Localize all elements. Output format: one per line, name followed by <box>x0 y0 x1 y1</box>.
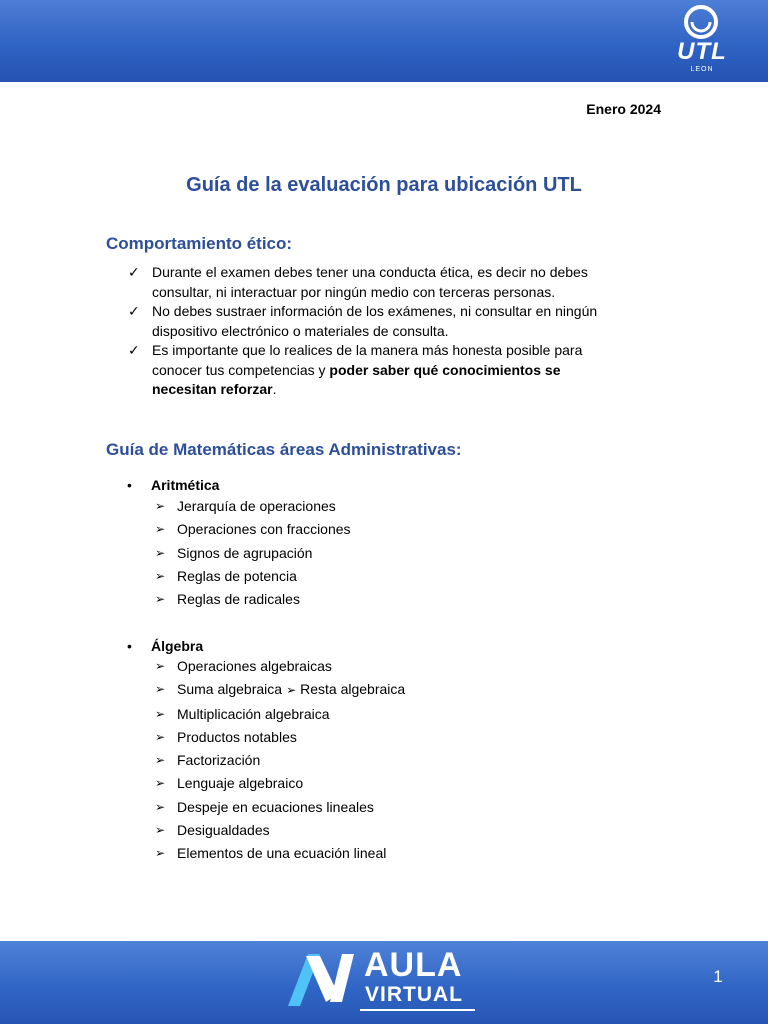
ethics-heading: Comportamiento ético: <box>106 234 293 253</box>
arrow-bullet-icon: ➢ <box>155 776 166 791</box>
topic-item: ➢ Operaciones algebraicas <box>155 655 405 678</box>
topic-item: ➢ Factorización <box>155 749 405 772</box>
topic-item: ➢ Elementos de una ecuación lineal <box>155 842 405 865</box>
virtual-brand-text: VIRTUAL <box>365 983 463 1006</box>
arrow-bullet-icon: ➢ <box>286 683 297 698</box>
document-title: Guía de la evaluación para ubicación UTL <box>186 174 582 196</box>
algebra-topics <box>155 655 405 866</box>
arrow-bullet-icon: ➢ <box>155 499 166 513</box>
ethics-item: ✓ Durante el examen debes tener una conducta ética, es decir no debes consultar, ni interactuar por ningún medio con terceras personas. <box>128 264 588 300</box>
arrow-bullet-icon: ➢ <box>155 846 166 861</box>
section-label: Aritmética <box>151 477 220 493</box>
check-icon: ✓ <box>128 342 140 358</box>
topic-item: ➢ Lenguaje algebraico <box>155 772 405 795</box>
emphasis-text: poder saber qué conocimientos se <box>329 361 561 378</box>
brand-underline <box>360 1009 475 1011</box>
arrow-bullet-icon: ➢ <box>155 823 166 838</box>
ethics-item: ✓ Es importante que lo realices de la manera más honesta posible para conocer tus competencias y poder saber qué conocimientos se necesitan reforzar. <box>128 342 583 397</box>
arrow-bullet-icon: ➢ <box>155 659 166 673</box>
arrow-bullet-icon: ➢ <box>155 799 166 814</box>
arrow-bullet-icon: ➢ <box>155 682 166 697</box>
topic-item: ➢ Reglas de potencia <box>155 565 351 588</box>
ethics-item: ✓ No debes sustraer información de los exámenes, ni consultar en ningún dispositivo electrónico o materiales de consulta. <box>128 303 598 339</box>
bullet-icon: • <box>127 477 132 493</box>
topic-item: ➢ Desigualdades <box>155 819 405 842</box>
utl-logo-subtext: LEON <box>690 66 714 73</box>
utl-logo-text: UTL <box>677 38 727 65</box>
arrow-bullet-icon: ➢ <box>155 568 166 583</box>
ethics-list <box>128 263 648 400</box>
section-label: Álgebra <box>151 638 204 654</box>
section-algebra <box>127 638 203 654</box>
arrow-bullet-icon: ➢ <box>155 706 166 721</box>
arrow-bullet-icon: ➢ <box>155 592 166 607</box>
document-date: Enero 2024 <box>586 101 661 117</box>
topic-item: ➢ Multiplicación algebraica <box>155 703 405 726</box>
section-aritmetica <box>127 477 219 493</box>
arrow-bullet-icon: ➢ <box>155 545 166 560</box>
page-number: 1 <box>713 967 723 986</box>
topic-item: ➢ Despeje en ecuaciones lineales <box>155 796 405 819</box>
topic-item: ➢ Operaciones con fracciones <box>155 518 351 541</box>
header-band <box>0 0 768 82</box>
topic-item: ➢ Productos notables <box>155 726 405 749</box>
emphasis-text: necesitan reforzar <box>152 381 273 397</box>
topic-item: ➢ Suma algebraica ➢ Resta algebraica <box>155 678 405 702</box>
arrow-bullet-icon: ➢ <box>155 753 166 768</box>
topic-item: ➢ Signos de agrupación <box>155 542 351 565</box>
aritmetica-topics <box>155 495 351 611</box>
arrow-bullet-icon: ➢ <box>155 729 166 744</box>
check-icon: ✓ <box>128 303 140 319</box>
arrow-bullet-icon: ➢ <box>155 522 166 537</box>
aula-brand-text: AULA <box>364 946 463 984</box>
aula-virtual-logo-icon <box>286 950 356 1010</box>
math-heading: Guía de Matemáticas áreas Administrativas: <box>106 440 462 459</box>
bullet-icon: • <box>127 638 132 654</box>
check-icon: ✓ <box>128 264 140 280</box>
topic-item: ➢ Reglas de radicales <box>155 588 351 611</box>
topic-item: ➢ Jerarquía de operaciones <box>155 495 351 518</box>
